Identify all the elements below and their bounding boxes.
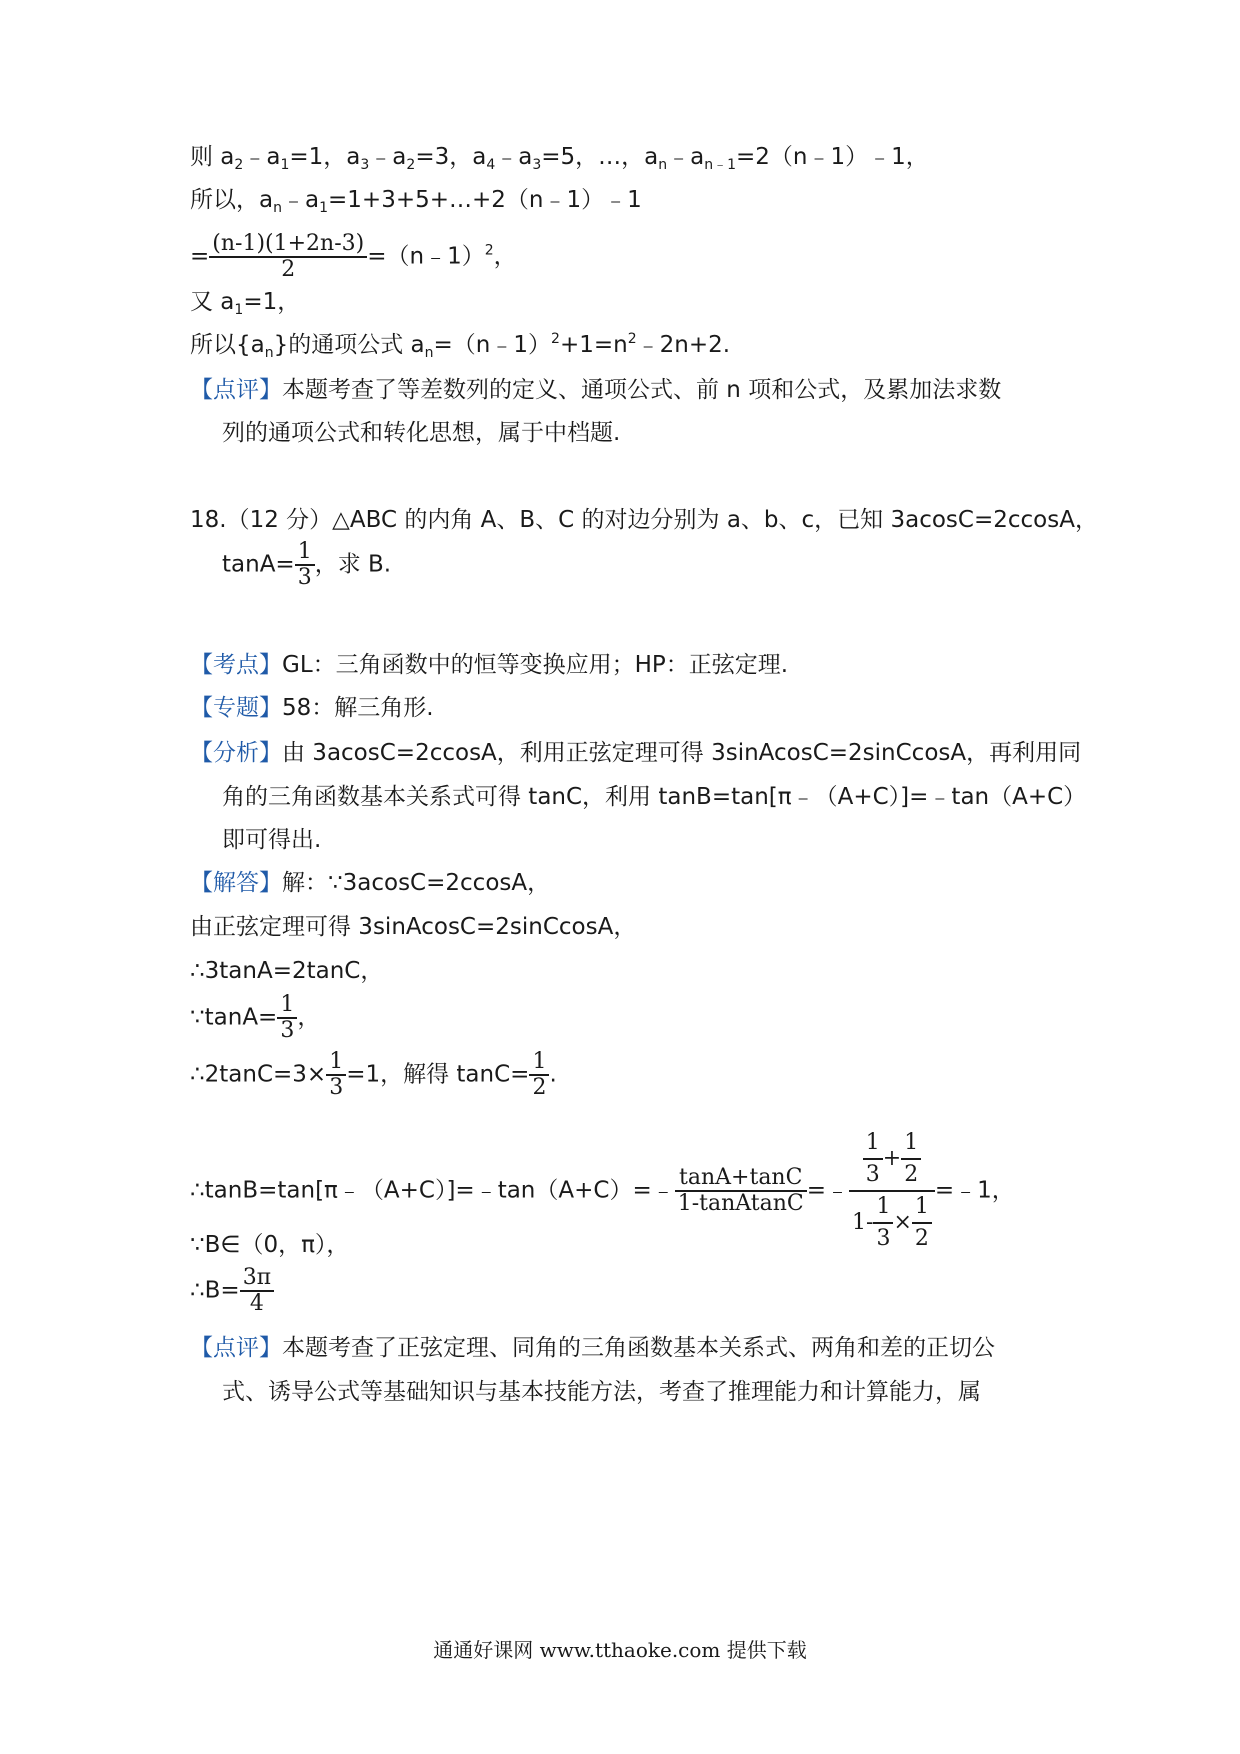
- section-tag: 【考点】: [190, 652, 282, 678]
- line-19: ∴2tanC=3× $\frac{1}{3}$ =1，解得 tanC= $\frac{1}{2}$ .: [190, 1049, 557, 1100]
- problem-18-line-1: 18.（12 分）△ABC 的内角 A、B、C 的对边分别为 a、b、c，已知 3acosC=2ccosA，: [190, 507, 1098, 533]
- line-22: ∴B= $\frac{3\pi}{4}$: [190, 1266, 274, 1316]
- line-1: 则 $a_2﹣a_1=1$，$a_3﹣a_2=3$，$a_4﹣a_3=5$，…，$a_n﹣a_{n﹣1}=2(n﹣1)﹣1$，: [190, 144, 929, 173]
- line-6: 【点评】本题考查了等差数列的定义、通项公式、前 n 项和公式，及累加法求数: [190, 377, 1002, 403]
- problem-18-line-2: tanA= $\frac{1}{3}$ ，求 B.: [222, 539, 392, 590]
- line-18: ∵tanA= $\frac{1}{3}$ ，: [190, 992, 321, 1043]
- line-4: 又 $a_1=1$，: [190, 289, 301, 318]
- fraction: $\frac{\tan A+\tan C}{\text{1-tanAtanC}}$: [675, 1166, 807, 1216]
- line-16: 由正弦定理可得 3sinAcosC=2sinCcosA，: [190, 914, 637, 940]
- line-fenxi-3: 即可得出.: [222, 827, 322, 853]
- fraction: $\frac{1}{3}$: [326, 1050, 346, 1100]
- fraction: $\frac{3\pi}{4}$: [240, 1266, 274, 1316]
- section-tag: 【点评】: [190, 1335, 282, 1361]
- section-tag: 【分析】: [190, 740, 282, 766]
- line-5: 所以$\{a_n\}$的通项公式 $a_n=(n﹣1)^2+1=n^2﹣2n+2$.: [190, 331, 731, 361]
- fraction: $\frac{1}{3}$: [295, 540, 315, 590]
- line-zhuanti: 【专题】58：解三角形.: [190, 695, 434, 721]
- line-2: 所以，$a_n﹣a_1=1+3+5+\dots+2(n﹣1)﹣1$: [190, 187, 642, 216]
- page-footer: 通通好课网 www.tthaoke.com 提供下载: [433, 1638, 807, 1662]
- fraction: $\frac{1}{2}$: [529, 1050, 549, 1100]
- line-20: ∴tanB=tan[π﹣（A+C）]=﹣tan（A+C）=﹣ $\frac{\tan A+\tan C}{\text{1-tanAtanC}}$ =﹣ $\frac{1}{3}$ + $\frac{1}{2}$ 1- $\frac{1}{3}$ × $\frac{1}{2}$ =﹣1，: [190, 1128, 1015, 1254]
- fraction: $\frac{1}{3}$: [277, 993, 297, 1043]
- fraction: $\frac{1}{3}$: [873, 1192, 893, 1254]
- line-17: ∴3tanA=2tanC，: [190, 958, 384, 984]
- line-dianping-2: 【点评】本题考查了正弦定理、同角的三角函数基本关系式、两角和差的正切公: [190, 1335, 995, 1361]
- nested-fraction: $\frac{1}{3}$ + $\frac{1}{2}$ 1- $\frac{1}{3}$ × $\frac{1}{2}$: [849, 1128, 935, 1254]
- fraction: $\frac{(n-1)(1+2n-3)}{2}$: [209, 232, 367, 282]
- line-fenxi-2: 角的三角函数基本关系式可得 tanC，利用 tanB=tan[π﹣（A+C）]=﹣tan（A+C）: [222, 784, 1087, 810]
- line-7: 列的通项公式和转化思想，属于中档题.: [222, 420, 621, 446]
- line-fenxi: 【分析】由 3acosC=2ccosA，利用正弦定理可得 3sinAcosC=2sinCcosA，再利用同: [190, 740, 1082, 766]
- line-kaodian: 【考点】GL：三角函数中的恒等变换应用；HP：正弦定理.: [190, 652, 789, 678]
- fraction: $\frac{1}{3}$: [863, 1128, 883, 1190]
- fraction: $\frac{1}{2}$: [901, 1128, 921, 1190]
- line-21: ∵B∈（0，π），: [190, 1232, 350, 1258]
- section-tag: 【专题】: [190, 695, 282, 721]
- line-3: = $\frac{(n-1)(1+2n-3)}{2}$ =（n﹣1）$^2$，: [190, 231, 517, 282]
- section-tag: 【点评】: [190, 377, 282, 403]
- section-tag: 【解答】: [190, 870, 282, 896]
- line-jieda: 【解答】解：∵3acosC=2ccosA，: [190, 870, 551, 896]
- line-dianping-2b: 式、诱导公式等基础知识与基本技能方法，考查了推理能力和计算能力，属: [222, 1379, 981, 1405]
- fraction: $\frac{1}{2}$: [912, 1192, 932, 1254]
